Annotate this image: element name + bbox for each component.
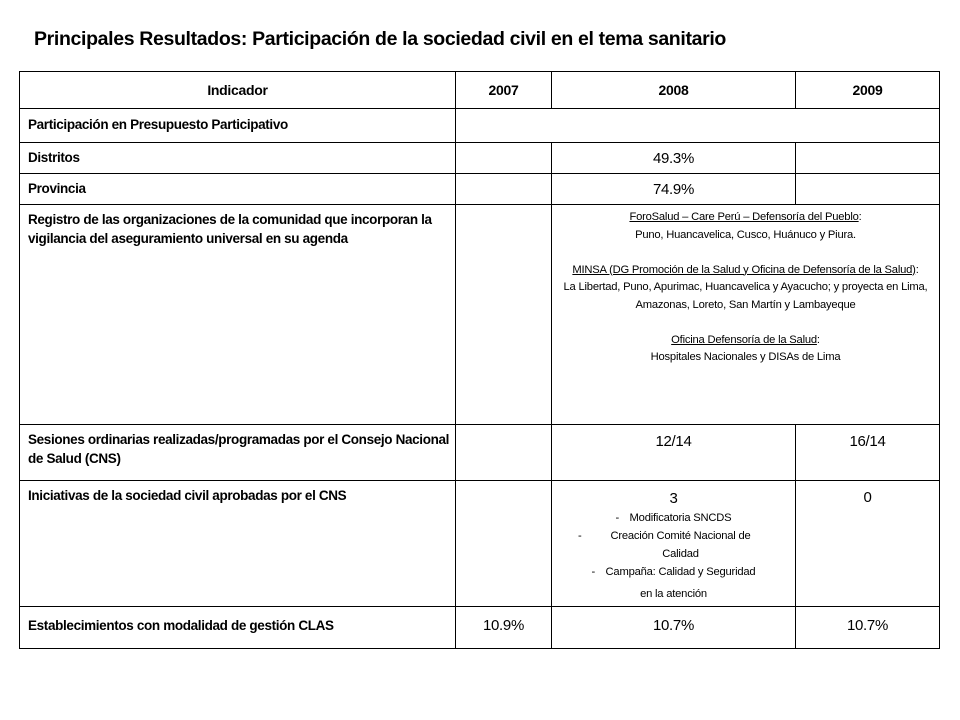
list-item: - Modificatoria SNCDS <box>615 512 732 524</box>
row-provincia-2008: 74.9% <box>552 174 796 205</box>
header-2009: 2009 <box>796 72 940 109</box>
iniciativas-2008-count: 3 <box>669 490 678 507</box>
list-item-continuation: en la atención <box>640 588 707 600</box>
row-presupuesto-empty <box>456 109 940 143</box>
row-sesiones-2007 <box>456 425 552 481</box>
header-row <box>20 72 940 109</box>
registro-entry-1-places: Puno, Huancavelica, Cusco, Huánuco y Piura. <box>635 228 856 241</box>
page-title: Principales Resultados: Participación de la sociedad civil en el tema sanitario <box>34 28 726 50</box>
row-registro-2007 <box>456 205 552 425</box>
row-presupuesto-label: Participación en Presupuesto Participativo <box>20 109 456 143</box>
row-provincia <box>20 174 940 205</box>
row-iniciativas-2008 <box>552 481 796 607</box>
row-registro-detail <box>552 205 940 425</box>
registro-entry-2-places: La Libertad, Puno, Apurimac, Huancavelica y Ayacucho; y proyecta en Lima, Amazonas, Loreto, San Martín y Lambayeque <box>563 281 928 311</box>
row-registro <box>20 205 940 425</box>
iniciativas-list <box>552 509 795 603</box>
row-distritos <box>20 143 940 174</box>
header-2008: 2008 <box>552 72 796 109</box>
row-distritos-label: Distritos <box>20 143 456 174</box>
list-item: - Creación Comité Nacional de Calidad <box>578 530 751 560</box>
header-2007: 2007 <box>456 72 552 109</box>
registro-entry-2-source: MINSA (DG Promoción de la Salud y Oficina de Defensoría de la Salud): <box>572 263 919 276</box>
row-sesiones-label: Sesiones ordinarias realizadas/programadas por el Consejo Nacional de Salud (CNS) <box>20 425 456 481</box>
row-iniciativas-label: Iniciativas de la sociedad civil aprobadas por el CNS <box>20 481 456 607</box>
row-clas-2007: 10.9% <box>456 607 552 649</box>
list-item: - Campaña: Calidad y Seguridad <box>591 566 756 578</box>
row-provincia-2007 <box>456 174 552 205</box>
row-clas-2009: 10.7% <box>796 607 940 649</box>
row-sesiones-2009: 16/14 <box>796 425 940 481</box>
registro-entry-3-source: Oficina Defensoría de la Salud: <box>671 333 820 346</box>
row-provincia-label: Provincia <box>20 174 456 205</box>
results-table <box>19 71 940 649</box>
row-presupuesto <box>20 109 940 143</box>
registro-entry-3-places: Hospitales Nacionales y DISAs de Lima <box>650 351 841 363</box>
header-indicador: Indicador <box>20 72 456 109</box>
row-iniciativas <box>20 481 940 607</box>
row-clas <box>20 607 940 649</box>
row-clas-2008: 10.7% <box>552 607 796 649</box>
row-iniciativas-2009: 0 <box>796 481 940 607</box>
row-clas-label: Establecimientos con modalidad de gestión CLAS <box>20 607 456 649</box>
row-sesiones-2008: 12/14 <box>552 425 796 481</box>
registro-entry-1-source: ForoSalud – Care Perú – Defensoría del Pueblo: <box>629 211 862 223</box>
row-distritos-2009 <box>796 143 940 174</box>
row-distritos-2008: 49.3% <box>552 143 796 174</box>
row-distritos-2007 <box>456 143 552 174</box>
row-iniciativas-2007 <box>456 481 552 607</box>
row-provincia-2009 <box>796 174 940 205</box>
row-sesiones <box>20 425 940 481</box>
row-registro-label: Registro de las organizaciones de la comunidad que incorporan la vigilancia del aseguramiento universal en su agenda <box>20 205 456 425</box>
